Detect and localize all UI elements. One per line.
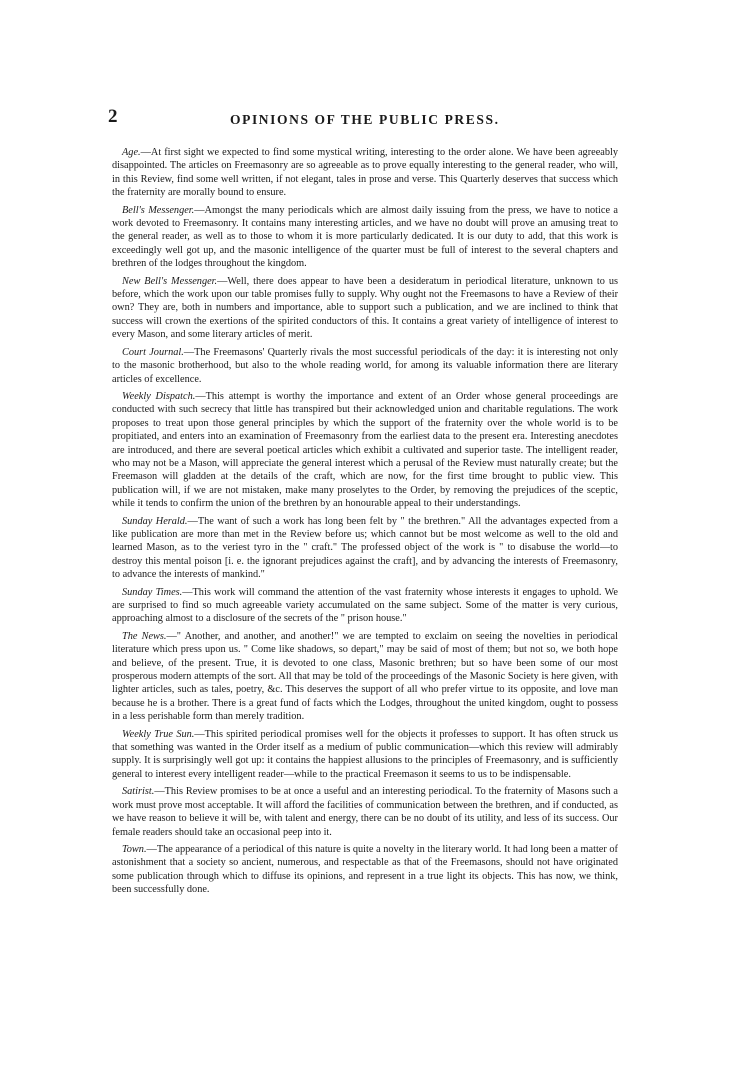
page-header <box>108 106 630 134</box>
excerpt-town <box>112 843 618 897</box>
source-name: Weekly True Sun. <box>122 728 195 740</box>
excerpt-text: —This attempt is worthy the importance and extent of an Order whose general proceedings are conducted with such secrecy that little has transpired but their acknowledged union and charitable regulations. The work proposes to treat upon those general principles by which the support of the fraternity over the whole world is to be propitiated, and enters into an examination of Freemasonry from the earliest data to the present era. Interesting anecdotes are introduced, and there are several poetical articles which exhibit a cultivated and superior taste. The intelligent reader, who may not be a Mason, will appreciate the general interest which a perusal of the Review must naturally create; but the Freemason will gladden at the details of the craft, which are now, for the first time brought to public view. This publication will, if we are not mistaken, make many proselytes to the Order, by removing the prejudices of the sceptic, while it tends to confirm the union of the brethren by an honourable appeal to their understandings. <box>112 390 618 510</box>
excerpt-text: —Well, there does appear to have been a desideratum in periodical literature, unknown to us before, which the work upon our table promises fully to supply. Why ought not the Freemasons to have a Review of their own? They are, both in numbers and importance, able to support such a publication, and we are inclined to think that success will crown the exertions of the spirited conductors of this. It contains a great variety of intelligence of interest to every Mason, and some literary articles of merit. <box>112 275 618 341</box>
excerpt-text: —This Review promises to be at once a useful and an interesting periodical. To the fraternity of Masons such a work must prove most acceptable. It will afford the facilities of communication between the brethren, and if conducted, as we have reason to believe it will be, with talent and energy, there can be no doubt of its utility, and less of its success. Our female readers should take an occasional peep into it. <box>112 786 618 838</box>
excerpt-age <box>112 146 618 200</box>
excerpt-text: —The Freemasons' Quarterly rivals the most successful periodicals of the day: it is interesting not only to the masonic brotherhood, but also to the whole reading world, for among its valuable information there are literary articles of excellence. <box>112 346 618 385</box>
excerpt-text: —This spirited periodical promises well for the objects it professes to support. It has often struck us that something was wanted in the Order itself as a medium of public communication—which this review will admirably supply. It is surprisingly well got up: it contains the happiest allusions to the principles of Freemasonry, and is sufficiently general to interest every intelligent reader—while to the practical Freemason it seems to us to be indispensable. <box>112 728 618 780</box>
excerpt-text: —" Another, and another, and another!" we are tempted to exclaim on seeing the novelties in periodical literature which press upon us. " Come like shadows, so depart," may be said of most of them; but not so, we both hope and believe, of the present. True, it is devoted to one class, Masonic brethren; but so have been some of our most prosperous modern attempts of the sort. All that may be told of the proceedings of the Masonic Society is here given, with lighter articles, such as tales, poetry, &c. This deserves the support of all who prefer virtue to its opposite, and love man because he is a brother. There is a great fund of facts which the Lodges, throughout the united kingdom, ought to possess in a less perishable form than merely tradition. <box>112 630 618 723</box>
excerpt-sunday-times <box>112 586 618 626</box>
excerpt-the-news <box>112 630 618 724</box>
page-number: 2 <box>108 106 118 127</box>
excerpt-text: —The appearance of a periodical of this nature is quite a novelty in the literary world. It had long been a matter of astonishment that a society so ancient, numerous, and respectable as that of the Freemasons, should not have originated some publication through which to diffuse its opinions, and represent in a true light its objects. This has now, we think, been successfully done. <box>112 843 618 896</box>
excerpt-bells-messenger <box>112 204 618 271</box>
source-name: The News. <box>122 630 167 642</box>
excerpt-text: —The want of such a work has long been felt by " the brethren." All the advantages expected from a like publication are more than met in the Review before us; which cannot but be most welcome as well to the old and learned Mason, as to the veriest tyro in the " craft." The professed object of the work is " to disabuse the world—to destroy this mental poison [i. e. the ignorant prejudices against the craft], and by advancing the interests of Freemasonry, to advance the interests of mankind." <box>112 515 618 581</box>
source-name: Sunday Times. <box>122 586 183 598</box>
excerpt-weekly-true-sun <box>112 728 618 782</box>
source-name: Age. <box>122 147 141 158</box>
running-head: OPINIONS OF THE PUBLIC PRESS. <box>230 112 500 127</box>
source-name: New Bell's Messenger. <box>122 275 218 287</box>
source-name: Court Journal. <box>122 346 184 358</box>
excerpt-new-bells-messenger <box>112 275 618 342</box>
excerpt-satirist <box>112 785 618 839</box>
source-name: Town. <box>122 843 147 855</box>
source-name: Bell's Messenger. <box>122 204 195 216</box>
source-name: Sunday Herald. <box>122 515 188 527</box>
review-excerpts <box>112 146 618 901</box>
excerpt-court-journal <box>112 346 618 386</box>
excerpt-sunday-herald <box>112 515 618 582</box>
excerpt-text: —Amongst the many periodicals which are almost daily issuing from the press, we have to notice a work devoted to Freemasonry. It contains many interesting articles, and we have no doubt will prove an amusing treat to the general reader, as well as to those to whom it is more particularly dedicated. It is our duty to add, that this work is exceedingly well got up, and the masonic intelligence of the quarter must be full of interest to the several chapters and brethren of the lodges throughout the kingdom. <box>112 204 618 270</box>
source-name: Weekly Dispatch. <box>122 390 196 402</box>
excerpt-weekly-dispatch <box>112 390 618 511</box>
excerpt-text: —This work will command the attention of the vast fraternity whose interests it engages to uphold. We are surprised to find so much agreeable variety accumulated on the same subject. Some of the matter is very curious, approaching almost to a disclosure of the secrets of the " prison house." <box>112 586 618 625</box>
excerpt-text: —At first sight we expected to find some mystical writing, interesting to the order alone. We have been agreeably disappointed. The articles on Freemasonry are so agreeable as to prove equally interesting to the general reader, who will, in this Review, find some well written, if not elegant, tales in prose and verse. This Quarterly deserves that success which the fraternity are morally bound to ensure. <box>112 147 618 199</box>
source-name: Satirist. <box>122 786 155 798</box>
